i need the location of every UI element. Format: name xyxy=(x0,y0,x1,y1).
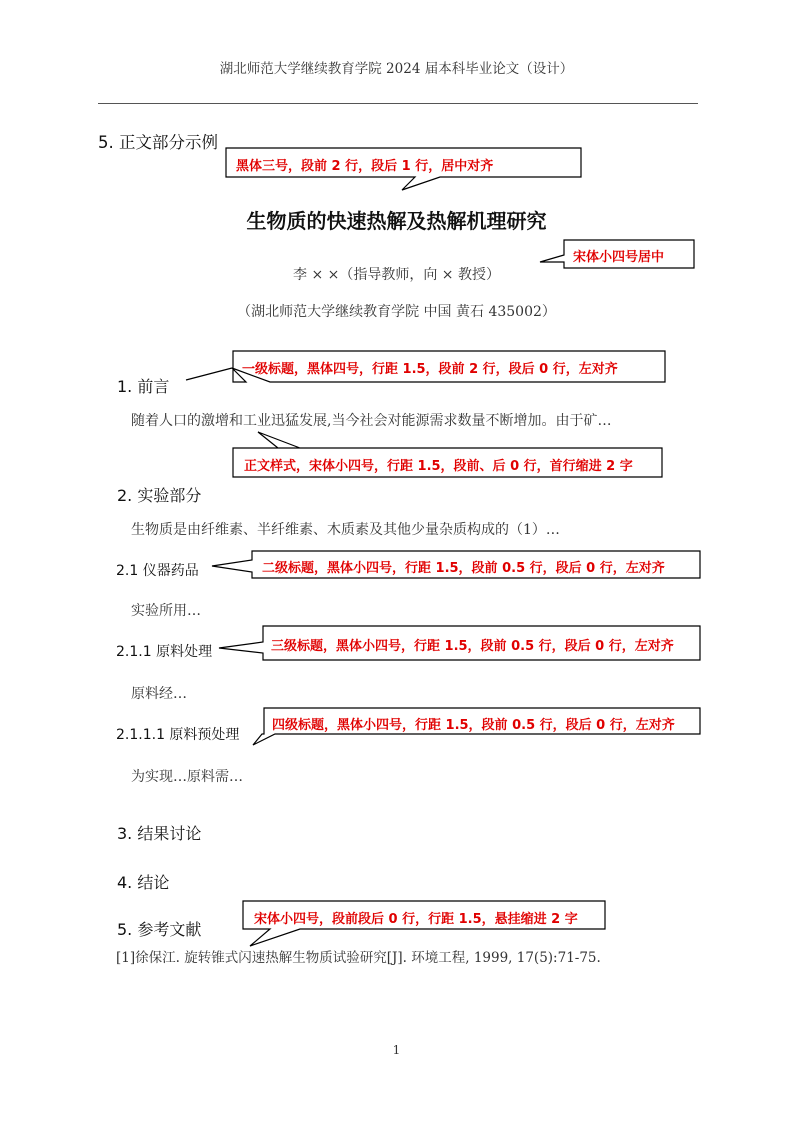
heading-references: 5. 参考文献 xyxy=(117,920,202,939)
section-heading: 5. 正文部分示例 xyxy=(98,133,218,152)
paragraph-2-1-1: 原料经… xyxy=(131,686,187,702)
heading-2-1-1: 2.1.1 原料处理 xyxy=(116,644,213,660)
paragraph-2-1-1-1: 为实现…原料需… xyxy=(131,769,243,785)
reference-1: [1]徐保江. 旋转锥式闪速热解生物质试验研究[J]. 环境工程, 1999, 17(5):71-75. xyxy=(116,950,601,966)
heading-experiment: 2. 实验部分 xyxy=(117,486,202,505)
heading-results: 3. 结果讨论 xyxy=(117,824,202,843)
paper-title: 生物质的快速热解及热解机理研究 xyxy=(246,209,547,233)
callout-h1-pointer xyxy=(186,368,232,380)
annotation-h4-style: 四级标题，黑体小四号，行距 1.5，段前 0.5 行，段后 0 行，左对齐 xyxy=(272,718,675,733)
annotation-h2-style: 二级标题，黑体小四号，行距 1.5，段前 0.5 行，段后 0 行，左对齐 xyxy=(262,561,665,576)
author-line: 李 × ×（指导教师，向 × 教授） xyxy=(293,267,500,283)
paragraph-experiment: 生物质是由纤维素、半纤维素、木质素及其他少量杂质构成的（1）… xyxy=(131,522,560,538)
annotation-author-style: 宋体小四号居中 xyxy=(573,250,665,265)
page-header: 湖北师范大学继续教育学院 2024 届本科毕业论文（设计） xyxy=(219,61,574,77)
heading-intro: 1. 前言 xyxy=(117,377,170,396)
page-number: 1 xyxy=(392,1043,401,1057)
annotation-title-style: 黑体三号，段前 2 行，段后 1 行，居中对齐 xyxy=(236,159,494,174)
heading-2-1-1-1: 2.1.1.1 原料预处理 xyxy=(116,727,240,743)
annotation-body-style: 正文样式，宋体小四号，行距 1.5，段前、后 0 行，首行缩进 2 字 xyxy=(244,459,633,474)
annotation-h3-style: 三级标题，黑体小四号，行距 1.5，段前 0.5 行，段后 0 行，左对齐 xyxy=(271,639,674,654)
heading-conclusion: 4. 结论 xyxy=(117,873,170,892)
annotation-h1-style: 一级标题，黑体四号，行距 1.5，段前 2 行，段后 0 行，左对齐 xyxy=(242,362,618,377)
paragraph-intro: 随着人口的激增和工业迅猛发展,当今社会对能源需求数量不断增加。由于矿… xyxy=(131,413,612,429)
heading-2-1: 2.1 仪器药品 xyxy=(116,563,199,579)
paragraph-2-1: 实验所用… xyxy=(131,603,201,619)
annotation-ref-style: 宋体小四号，段前段后 0 行，行距 1.5，悬挂缩进 2 字 xyxy=(254,912,578,927)
affiliation-line: （湖北师范大学继续教育学院 中国 黄石 435002） xyxy=(237,304,556,320)
